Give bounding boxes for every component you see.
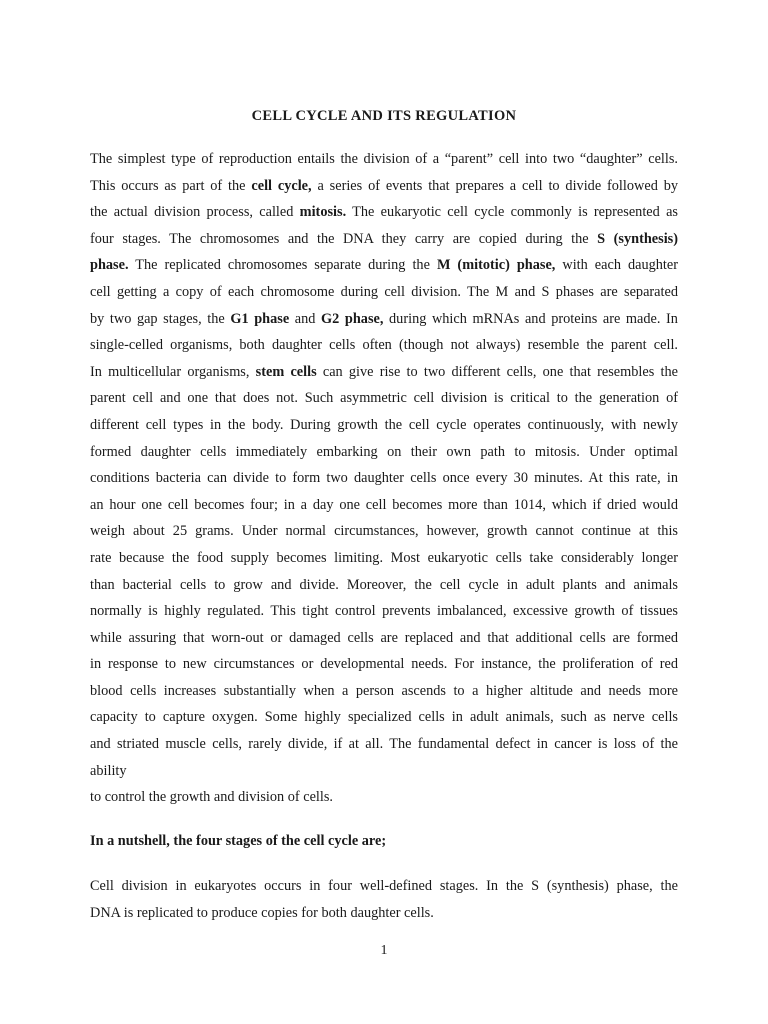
bold-term: mitosis. (299, 204, 347, 221)
text-run: different cell types in the body. During growth the cell cycle operates continuously, with newly (90, 416, 678, 433)
text-run: during which mRNAs and proteins are made. In (383, 310, 678, 327)
body-paragraph-2 (90, 873, 678, 926)
text-line (90, 518, 678, 545)
text-run: to control the growth and division of cells. (90, 789, 334, 806)
text-run: cell getting a copy of each chromosome during cell division. The M and S phases are separated (90, 283, 678, 300)
text-line (90, 758, 678, 785)
text-line (90, 439, 678, 466)
text-line (90, 704, 678, 731)
text-run: rate because the food supply becomes limiting. Most eukaryotic cells take considerably longer (90, 549, 678, 566)
text-run: normally is highly regulated. This tight control prevents imbalanced, excessive growth of tissues (90, 603, 678, 620)
text-run: by two gap stages, the (90, 310, 231, 327)
text-run: the actual division process, called (90, 204, 300, 221)
text-line (90, 199, 678, 226)
text-run: The replicated chromosomes separate during the (128, 257, 437, 274)
text-line (90, 173, 678, 200)
text-line (90, 784, 678, 811)
bold-term: G2 phase, (321, 310, 384, 327)
section-heading: In a nutshell, the four stages of the cell cycle are; (90, 833, 387, 849)
text-line (90, 412, 678, 439)
text-run: in response to new circumstances or developmental needs. For instance, the proliferation of red (90, 656, 678, 673)
text-line (90, 465, 678, 492)
body-paragraph-1 (90, 146, 678, 811)
text-line (90, 226, 678, 253)
text-run: DNA is replicated to produce copies for both daughter cells. (90, 904, 434, 921)
text-line (90, 359, 678, 386)
text-line (90, 873, 678, 900)
text-line (90, 625, 678, 652)
text-run: Cell division in eukaryotes occurs in four well-defined stages. In the S (synthesis) phase, the (90, 878, 678, 894)
text-run: weigh about 25 grams. Under normal circumstances, however, growth cannot continue at this (90, 523, 678, 540)
text-line (90, 678, 678, 705)
text-run: and (289, 310, 322, 327)
text-line (90, 146, 678, 173)
document-title: CELL CYCLE AND ITS REGULATION (251, 108, 517, 124)
text-run: capacity to capture oxygen. Some highly specialized cells in adult animals, such as nerve cells (90, 709, 678, 726)
text-line (90, 545, 678, 572)
text-run: single-celled organisms, both daughter cells often (though not always) resemble the parent cell. (90, 337, 678, 354)
bold-term: M (mitotic) phase, (436, 257, 556, 274)
text-run: In multicellular organisms, (90, 363, 256, 380)
text-line (90, 731, 678, 758)
text-run: conditions bacteria can divide to form two daughter cells once every 30 minutes. At this rate, in (90, 470, 678, 487)
text-run: a series of events that prepares a cell to divide followed by (311, 177, 678, 194)
bold-term: S (synthesis) (597, 230, 678, 247)
page-number: 1 (380, 943, 388, 958)
text-run: than bacterial cells to grow and divide. Moreover, the cell cycle in adult plants and animals (90, 576, 678, 593)
text-line (90, 598, 678, 625)
text-run: can give rise to two different cells, one that resembles the (316, 363, 678, 380)
text-line (90, 332, 678, 359)
bold-term: cell cycle, (251, 177, 312, 194)
text-run: with each daughter (555, 257, 678, 274)
text-run: and striated muscle cells, rarely divide, if at all. The fundamental defect in cancer is loss of the (90, 736, 678, 753)
text-run: blood cells increases substantially when a person ascends to a higher altitude and needs more (90, 682, 678, 699)
bold-term: G1 phase (230, 310, 290, 327)
text-run: This occurs as part of the (90, 177, 252, 194)
text-line (90, 306, 678, 333)
text-line (90, 900, 678, 927)
text-run: parent cell and one that does not. Such asymmetric cell division is critical to the generation of (90, 390, 678, 407)
text-run: The simplest type of reproduction entails the division of a “parent” cell into two “daughter” cells. (90, 151, 678, 167)
text-run: The eukaryotic cell cycle commonly is represented as (346, 204, 678, 221)
text-run: four stages. The chromosomes and the DNA they carry are copied during the (90, 230, 598, 247)
text-run: ability (90, 762, 127, 779)
text-run: an hour one cell becomes four; in a day one cell becomes more than 1014, which if dried would (90, 496, 678, 513)
text-line (90, 492, 678, 519)
text-line (90, 651, 678, 678)
text-line (90, 385, 678, 412)
text-run: while assuring that worn-out or damaged cells are replaced and that additional cells are formed (90, 629, 678, 646)
bold-term: stem cells (255, 363, 317, 380)
text-line (90, 279, 678, 306)
text-line (90, 252, 678, 279)
text-line (90, 572, 678, 599)
text-run: formed daughter cells immediately embarking on their own path to mitosis. Under optimal (90, 443, 678, 460)
bold-term: phase. (90, 257, 129, 274)
